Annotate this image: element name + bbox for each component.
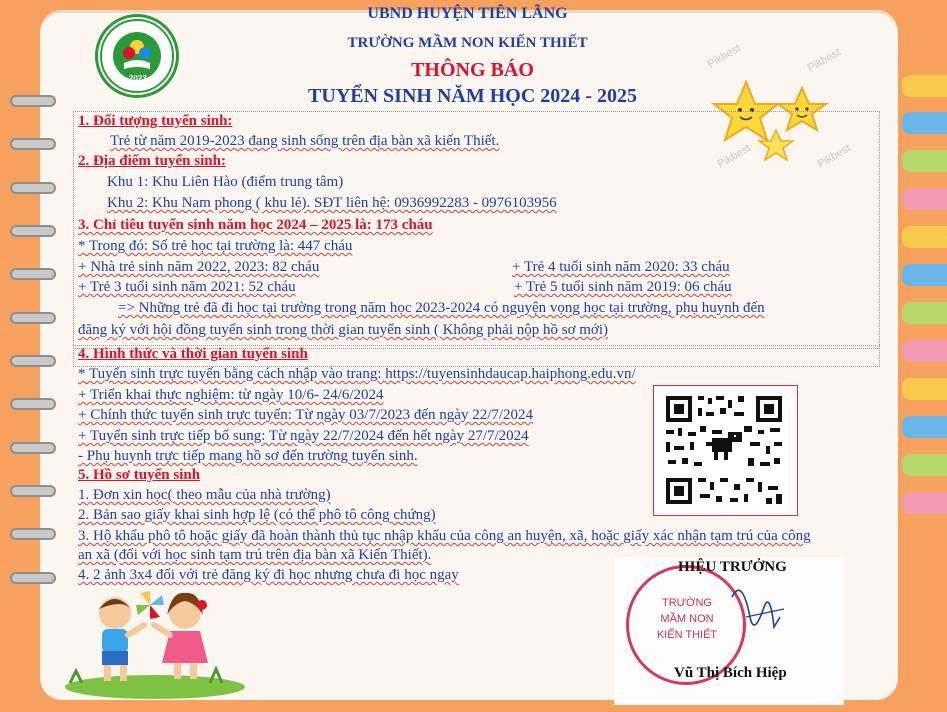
notice-title: THÔNG BÁO — [411, 59, 534, 81]
section3-note-line1: => Những trẻ đã đi học tại trường trong năm học 2023-2024 có nguyện vọng học tại trường, phụ huynh đến — [118, 300, 765, 316]
section2-area1: Khu 1: Khu Liên Hào (điểm trung tâm) — [107, 174, 344, 190]
signature-block — [614, 557, 844, 705]
principal-name: Vũ Thị Bích Hiệp — [674, 665, 787, 681]
section5-item3-line2: an xã (đối với học sinh tạm trú trên địa bàn xã Kiến Thiết). — [78, 547, 432, 563]
section5-heading: 5. Hồ sơ tuyển sinh — [78, 467, 201, 483]
section3-nha-tre: + Nhà trẻ sinh năm 2022, 2023: 82 cháu — [78, 259, 320, 275]
qr-code-icon — [653, 385, 798, 516]
section1-heading: 1. Đối tượng tuyển sinh: — [78, 113, 233, 129]
school-heading: TRƯỜNG MẦM NON KIẾN THIẾT — [347, 35, 588, 51]
authority-heading: UBND HUYỆN TIÊN LÃNG — [367, 5, 568, 22]
section4-trial: + Triển khai thực nghiệm: từ ngày 10/6- 24/6/2024 — [78, 387, 384, 403]
section4-direct: + Tuyển sinh trực tiếp bổ sung: Từ ngày 22/7/2024 đến hết ngày 27/7/2024 — [78, 428, 529, 444]
section4-parents: - Phụ huynh trực tiếp mang hồ sơ đến trường tuyển sinh. — [78, 448, 418, 464]
section1-text: Trẻ từ năm 2019-2023 đang sinh sống trên địa bàn xã kiến Thiết. — [110, 133, 500, 149]
section3-tre4: + Trẻ 4 tuổi sinh năm 2020: 33 cháu — [512, 259, 730, 275]
section3-note-line2: đăng ký với hội đồng tuyển sinh trong thời gian tuyển sinh ( Không phải nộp hồ sơ mới) — [78, 322, 609, 338]
watermark: Pikbest — [705, 42, 743, 71]
stamp-line3: KIẾN THIẾT — [656, 629, 718, 641]
section3-current: * Trong đó: Số trẻ học tại trường là: 447 cháu — [78, 238, 353, 254]
section5-item3-line1: 3. Hộ khẩu phô tô hoặc giấy đã hoàn thành thủ tục nhập khẩu của công an huyện, xã, hoặc giấy xác nhận tạm trú của công — [78, 528, 811, 544]
stamp-line2: MẦM NON — [660, 613, 714, 625]
children-illustration — [60, 585, 250, 700]
notice-subject: TUYỂN SINH NĂM HỌC 2024 - 2025 — [308, 85, 637, 107]
section3-heading: 3. Chỉ tiêu tuyển sinh năm học 2024 – 2025 là: 173 cháu — [78, 217, 433, 233]
handwritten-signature — [614, 557, 844, 705]
section5-item1: 1. Đơn xin học( theo mẫu của nhà trường) — [78, 487, 331, 503]
svg-text:Pikbest: Pikbest — [815, 142, 853, 171]
section3-tre3: + Trẻ 3 tuổi sinh năm 2021: 52 cháu — [78, 279, 296, 295]
stamp-line1: TRƯỜNG — [662, 597, 712, 609]
section4-heading: 4. Hình thức và thời gian tuyển sinh — [78, 346, 308, 362]
principal-title: HIỆU TRƯỞNG — [678, 559, 787, 575]
section5-item4: 4. 2 ảnh 3x4 đối với trẻ đăng ký đi học nhưng chưa đi học ngay — [78, 567, 459, 583]
svg-text:Pikbest: Pikbest — [805, 46, 843, 75]
section2-area2: Khu 2: Khu Nam phong ( khu lẻ). SĐT liên hệ: 0936992283 - 0976103956 — [107, 195, 557, 211]
section4-official: + Chính thức tuyển sinh trực tuyến: Từ ngày 03/7/2023 đến ngày 22/7/2024 — [78, 407, 534, 423]
logo-year: 2023 — [129, 74, 147, 83]
section2-heading: 2. Địa điểm tuyển sinh: — [78, 153, 226, 169]
section4-online: * Tuyển sinh trực tuyến bằng cách nhập vào trang: https://tuyensinhdaucap.haiphong.edu.vn/ — [78, 366, 636, 382]
svg-text:Pikbest: Pikbest — [715, 142, 753, 171]
section5-item2: 2. Bản sao giấy khai sinh hợp lệ (có thể phô tô công chứng) — [78, 507, 436, 523]
section3-tre5: + Trẻ 5 tuổi sinh năm 2019: 06 cháu — [514, 279, 732, 295]
dinosaur-icon — [706, 432, 742, 460]
